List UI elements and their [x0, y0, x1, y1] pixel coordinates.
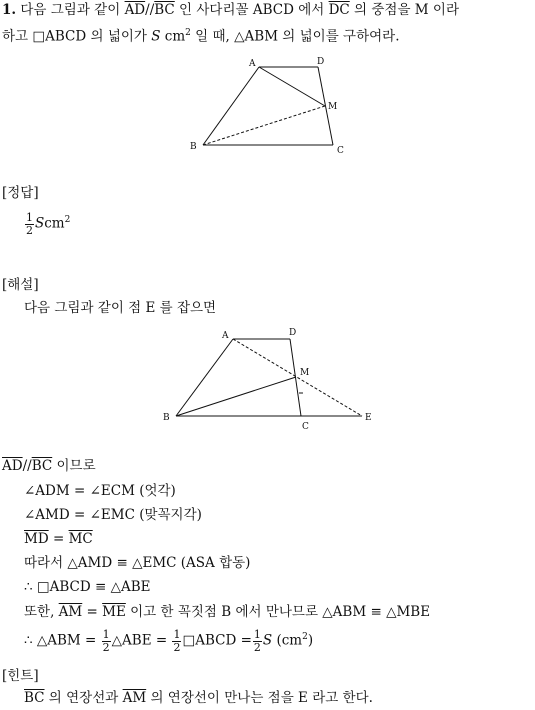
segment-dc: $\overline{DC}$ — [328, 2, 350, 18]
solution-step-1: ∠ADM = ∠ECM (엇각) — [24, 483, 176, 499]
hint-header: [힌트] — [2, 668, 39, 684]
fig1-label-b: B — [190, 142, 197, 152]
solution-step-5: ∴ □ABCD ≡ △ABE — [24, 579, 151, 595]
area-variable: S — [151, 28, 161, 45]
problem-line-2: 하고 □ABCD 의 넓이가 S $cm^2$ 일 때, △ABM 의 넓이를 구하여라. — [2, 28, 400, 45]
solution-step-2: ∠AMD = ∠EMC (맞꼭지각) — [24, 507, 202, 523]
fig2-line-ae — [233, 339, 362, 416]
fig2-label-m: M — [300, 368, 310, 378]
solution-step-3: $\overline{MD} = \overline{MC}$ — [24, 531, 93, 547]
fig1-line-bm — [203, 106, 325, 145]
fig1-line-am — [259, 67, 325, 106]
solution-parallel-line: $\overline{AD}//\overline{BC}$ 이므로 — [2, 458, 96, 474]
fig2-line-bm — [176, 377, 296, 416]
segment-bc: $\overline{BC}$ — [154, 2, 175, 18]
fig2-label-c: C — [302, 422, 309, 432]
fig1-label-a: A — [249, 59, 256, 69]
fig1-label-d: D — [317, 57, 325, 67]
solution-header: [해설] — [2, 277, 39, 293]
hint-text: $\overline{BC}$ 의 연장선과 $\overline{AM}$ 의 연장선이 만나는 점을 E 라고 한다. — [24, 690, 373, 706]
fig2-side-ab — [176, 339, 233, 416]
solution-intro: 다음 그림과 같이 점 E 를 잡으면 — [24, 300, 217, 316]
fig2-label-d: D — [289, 328, 297, 338]
solution-step-4: 따라서 △AMD ≡ △EMC (ASA 합동) — [24, 555, 251, 571]
fig1-side-ab — [203, 67, 259, 145]
trapezoid-figure-2 — [0, 320, 535, 460]
answer-value: $\frac{1}{2}$ Scm$^2$ — [26, 210, 71, 237]
fig2-label-a: A — [222, 331, 229, 341]
solution-step-6: 또한, $\overline{AM} = \overline{ME}$ 이고 한 꼭짓점 B 에서 만나므로 △ABM ≡ △MBE — [24, 604, 431, 620]
answer-header: [정답] — [2, 185, 39, 201]
fig1-label-c: C — [337, 146, 344, 156]
fig1-label-m: M — [328, 102, 338, 112]
fig2-label-e: E — [365, 413, 372, 423]
answer-fraction: $\frac{1}{2}$ — [26, 210, 33, 237]
segment-ad: $\overline{AD}$ — [124, 2, 146, 18]
fig2-label-b: B — [163, 413, 170, 423]
problem-number: 1. — [2, 2, 17, 18]
problem-line-1: 1. 다음 그림과 같이 $\overline{AD}//\overline{BC}$ 인 사다리꼴 ABCD 에서 $\overline{DC}$ 의 중점을 M 이라 — [2, 2, 459, 18]
solution-step-7: ∴ △ABM = $\frac{1}{2}$ △ABE = $\frac{1}{2}$ □ABCD = $\frac{1}{2}$ S $(cm^2)$ — [24, 627, 314, 654]
trapezoid-figure-1 — [0, 0, 535, 170]
